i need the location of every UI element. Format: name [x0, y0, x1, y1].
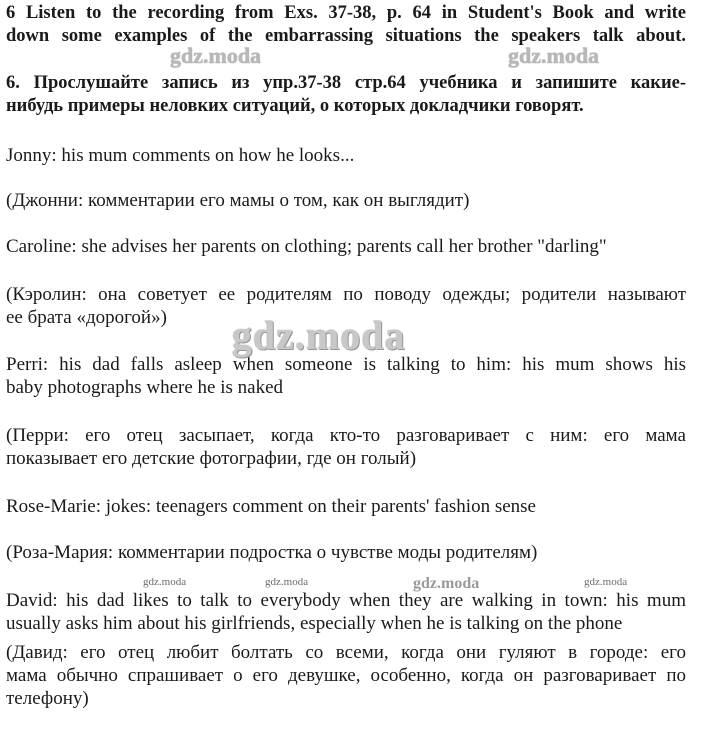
task-russian-line-1: 6. Прослушайте запись из упр.37-38 стр.64 учебника и запишите какие- [6, 73, 686, 93]
task-russian-line-2: нибудь примеры неловких ситуаций, о которых докладчики говорят. [6, 96, 584, 116]
answer-jonny-translation: (Джонни: комментарии его мамы о том, как он выглядит) [6, 190, 470, 211]
answer-david-translation-3: телефону) [6, 688, 89, 709]
answer-jonny: Jonny: his mum comments on how he looks... [6, 145, 355, 166]
answer-perri-translation-1: (Перри: его отец засыпает, когда кто-то разговаривает с ним: его мама [6, 425, 686, 446]
answer-david-translation-2: мама обычно спрашивает о его девушке, особенно, когда он разговаривает по [6, 665, 686, 686]
answer-david-translation-1: (Давид: его отец любит болтать со всеми, когда они гуляют в городе: его [6, 642, 686, 663]
task-english-line-2: down some examples of the embarrassing situations the speakers talk about. [6, 26, 686, 46]
answer-perri-1: Perri: his dad falls asleep when someone is talking to him: his mum shows his [6, 354, 686, 375]
answer-caroline-translation-1: (Кэролин: она советует ее родителям по поводу одежды; родители называют [6, 284, 686, 305]
answer-caroline-translation-2: ее брата «дорогой») [6, 307, 167, 328]
watermark-small-3: gdz.moda [413, 575, 480, 592]
watermark-small-2: gdz.moda [265, 576, 309, 588]
answer-rose-marie: Rose-Marie: jokes: teenagers comment on their parents' fashion sense [6, 496, 536, 517]
answer-perri-translation-2: показывает его детские фотографии, где он голый) [6, 448, 417, 469]
watermark-top-right: gdz.moda [508, 43, 600, 68]
answer-perri-2: baby photographs where he is naked [6, 377, 284, 398]
watermark-center: gdz.moda [232, 313, 406, 358]
watermark-top-left: gdz.moda [170, 43, 262, 68]
answer-david-1: David: his dad likes to talk to everybody when they are walking in town: his mum [6, 590, 686, 611]
answer-david-2: usually asks him about his girlfriends, especially when he is talking on the phone [6, 613, 623, 634]
answer-rose-marie-translation: (Роза-Мария: комментарии подростка о чувстве моды родителям) [6, 542, 538, 563]
answer-caroline: Caroline: she advises her parents on clothing; parents call her brother "darling" [6, 236, 607, 257]
task-english-line-1: 6 Listen to the recording from Exs. 37-38, p. 64 in Student's Book and write [6, 3, 686, 23]
watermark-small-1: gdz.moda [143, 576, 187, 588]
watermark-small-4: gdz.moda [584, 576, 628, 588]
